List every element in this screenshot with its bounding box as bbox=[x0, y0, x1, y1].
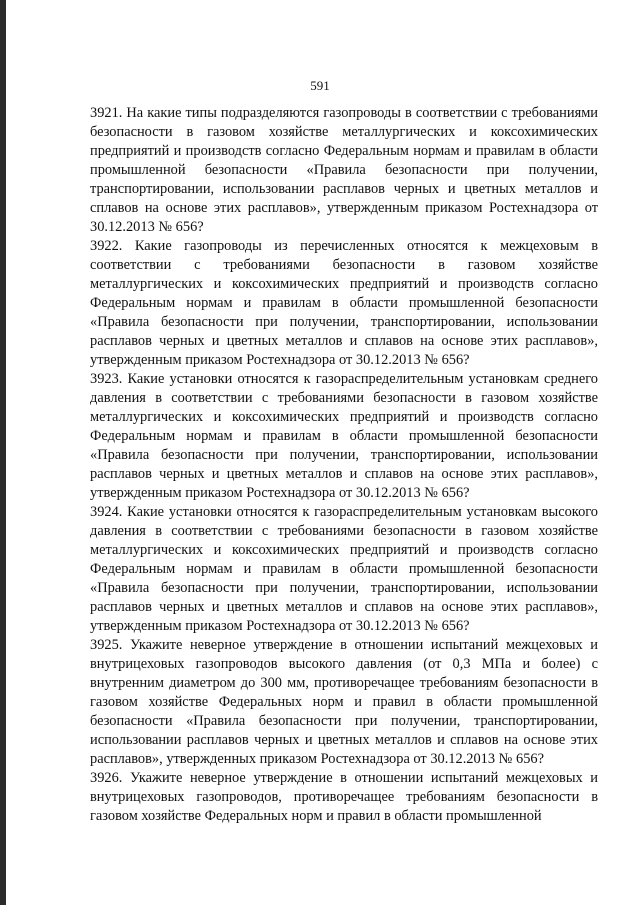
questions-list bbox=[90, 104, 598, 826]
question-3926: 3926. Укажите неверное утверждение в отношении испытаний межцеховых и внутрицеховых газопроводов, противоречащее требованиям безопасности в газовом хозяйстве Федеральных норм и правил в области промышленной bbox=[90, 770, 598, 824]
question-3921: 3921. На какие типы подразделяются газопроводы в соответствии с требованиями безопасности в газовом хозяйстве металлургических и коксохимических предприятий и производств согласно Федеральным нормам и правилам в области промышленной безопасности «Правила безопасности при получении, транспортировании, использовании расплавов черных и цветных металлов и сплавов на основе этих расплавов», утвержденным приказом Ростехнадзора от 30.12.2013 № 656? bbox=[90, 105, 598, 235]
page-number: 591 bbox=[310, 78, 330, 93]
question-3923: 3923. Какие установки относятся к газораспределительным установкам среднего давления в соответствии с требованиями безопасности в газовом хозяйстве металлургических и коксохимических предприятий и производств согласно Федеральным нормам и правилам в области промышленной безопасности «Правила безопасности при получении, транспортировании, использовании расплавов черных и цветных металлов и сплавов на основе этих расплавов», утвержденным приказом Ростехнадзора от 30.12.2013 № 656? bbox=[90, 371, 598, 501]
question-3924: 3924. Какие установки относятся к газораспределительным установкам высокого давления в соответствии с требованиями безопасности в газовом хозяйстве металлургических и коксохимических предприятий и производств согласно Федеральным нормам и правилам в области промышленной безопасности «Правила безопасности при получении, транспортировании, использовании расплавов черных и цветных металлов и сплавов на основе этих расплавов», утвержденным приказом Ростехнадзора от 30.12.2013 № 656? bbox=[90, 504, 598, 634]
question-3925: 3925. Укажите неверное утверждение в отношении испытаний межцеховых и внутрицеховых газопроводов высокого давления (от 0,3 МПа и более) с внутренним диаметром до 300 мм, противоречащее требованиям безопасности в газовом хозяйстве Федеральных норм и правил в области промышленной безопасности «Правила безопасности при получении, транспортировании, использовании расплавов черных и цветных металлов и сплавов на основе этих расплавов», утвержденных приказом Ростехнадзора от 30.12.2013 № 656? bbox=[90, 637, 598, 767]
question-3922: 3922. Какие газопроводы из перечисленных относятся к межцеховым в соответствии с требованиями безопасности в газовом хозяйстве металлургических и коксохимических предприятий и производств согласно Федеральным нормам и правилам в области промышленной безопасности «Правила безопасности при получении, транспортировании, использовании расплавов черных и цветных металлов и сплавов на основе этих расплавов», утвержденным приказом Ростехнадзора от 30.12.2013 № 656? bbox=[90, 238, 598, 368]
